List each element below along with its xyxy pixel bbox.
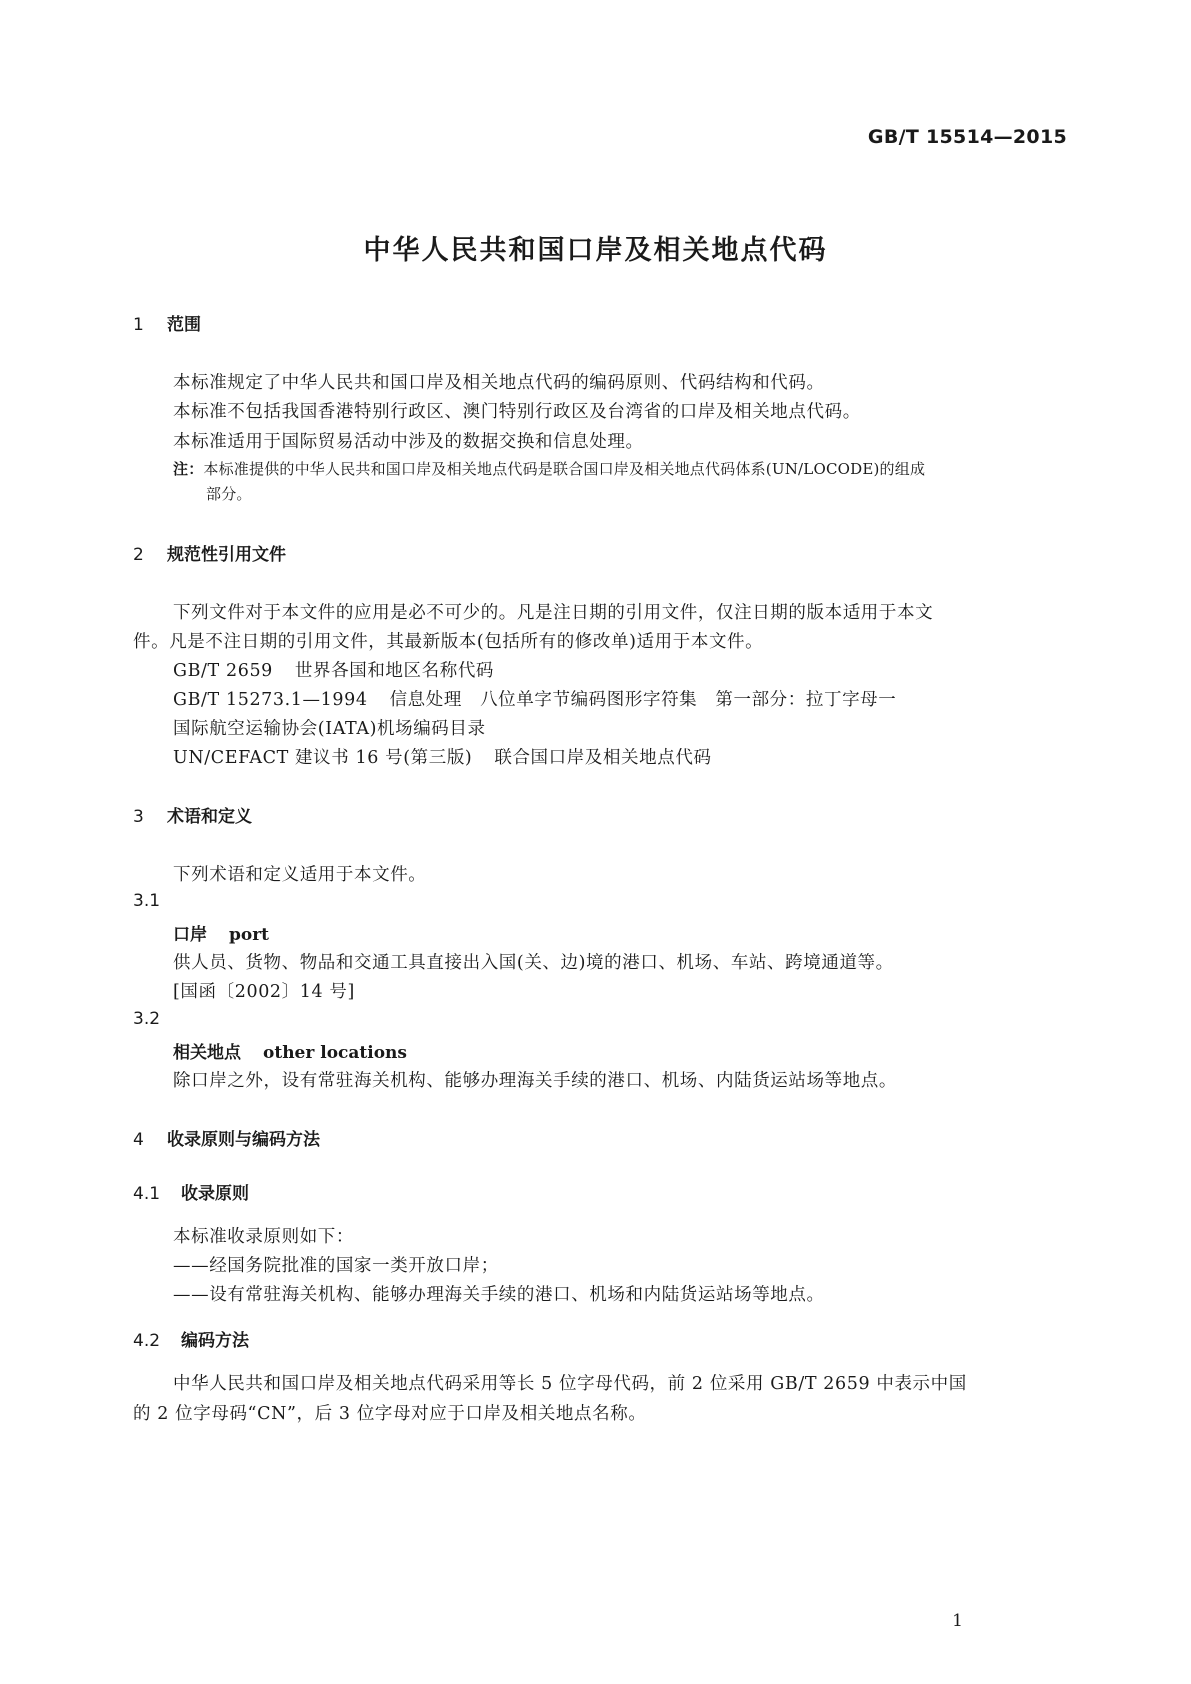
paragraph-continued: 件。凡是不注日期的引用文件，其最新版本(包括所有的修改单)适用于本文件。 bbox=[133, 632, 764, 652]
term-english: other locations bbox=[263, 1043, 407, 1063]
note-text: 本标准提供的中华人民共和国口岸及相关地点代码是联合国口岸及相关地点代码体系(UN/LOCODE)的组成 bbox=[203, 460, 926, 478]
section-number: 1 bbox=[133, 315, 144, 335]
subsection-4-1-heading bbox=[133, 1179, 249, 1204]
term-number: 3.2 bbox=[133, 1009, 161, 1029]
subsection-number: 4.2 bbox=[133, 1331, 161, 1351]
term-number: 3.1 bbox=[133, 891, 161, 911]
paragraph: 本标准规定了中华人民共和国口岸及相关地点代码的编码原则、代码结构和代码。 bbox=[173, 373, 825, 393]
term-definition: 除口岸之外，设有常驻海关机构、能够办理海关手续的港口、机场、内陆货运站场等地点。 bbox=[173, 1071, 897, 1091]
paragraph: 本标准收录原则如下： bbox=[173, 1227, 354, 1247]
reference-code: GB/T 15273.1—1994 bbox=[173, 690, 368, 710]
document-title: 中华人民共和国口岸及相关地点代码 bbox=[363, 235, 828, 266]
section-1-heading bbox=[133, 310, 201, 335]
reference-item bbox=[173, 744, 712, 769]
note-text-continued: 部分。 bbox=[206, 485, 252, 503]
section-title: 收录原则与编码方法 bbox=[167, 1130, 320, 1150]
reference-title: 信息处理 八位单字节编码图形字符集 第一部分：拉丁字母一 bbox=[389, 690, 897, 710]
paragraph: 下列术语和定义适用于本文件。 bbox=[173, 865, 427, 885]
paragraph: 本标准适用于国际贸易活动中涉及的数据交换和信息处理。 bbox=[173, 432, 644, 452]
standard-code: GB/T 15514—2015 bbox=[867, 126, 1067, 148]
section-title: 规范性引用文件 bbox=[167, 545, 286, 565]
reference-title: 联合国口岸及相关地点代码 bbox=[494, 748, 712, 768]
section-number: 2 bbox=[133, 545, 144, 565]
section-4-heading bbox=[133, 1125, 320, 1150]
reference-code: UN/CEFACT 建议书 16 号(第三版) bbox=[173, 748, 473, 768]
term-source: [国函〔2002〕14 号] bbox=[173, 982, 355, 1002]
subsection-4-2-heading bbox=[133, 1326, 249, 1351]
section-2-heading bbox=[133, 540, 286, 565]
term-english: port bbox=[229, 925, 270, 945]
section-number: 4 bbox=[133, 1130, 144, 1150]
term-entry bbox=[173, 920, 269, 945]
page-number: 1 bbox=[952, 1611, 963, 1631]
reference-title: 国际航空运输协会(IATA)机场编码目录 bbox=[173, 719, 486, 739]
section-title: 术语和定义 bbox=[167, 807, 252, 827]
paragraph: 中华人民共和国口岸及相关地点代码采用等长 5 位字母代码，前 2 位采用 GB/T 2659 中表示中国 bbox=[173, 1374, 967, 1394]
reference-item bbox=[173, 657, 494, 682]
reference-item bbox=[173, 715, 486, 740]
subsection-title: 收录原则 bbox=[181, 1184, 249, 1204]
term-chinese: 口岸 bbox=[173, 925, 207, 945]
paragraph: 下列文件对于本文件的应用是必不可少的。凡是注日期的引用文件，仅注日期的版本适用于本文 bbox=[173, 603, 934, 623]
note-label: 注： bbox=[173, 460, 204, 478]
reference-title: 世界各国和地区名称代码 bbox=[294, 661, 495, 681]
subsection-title: 编码方法 bbox=[181, 1331, 249, 1351]
note bbox=[173, 458, 925, 479]
term-definition: 供人员、货物、物品和交通工具直接出入国(关、边)境的港口、机场、车站、跨境通道等。 bbox=[173, 953, 894, 973]
reference-code: GB/T 2659 bbox=[173, 661, 273, 681]
section-number: 3 bbox=[133, 807, 144, 827]
list-item: ——设有常驻海关机构、能够办理海关手续的港口、机场和内陆货运站场等地点。 bbox=[173, 1285, 825, 1305]
reference-item bbox=[173, 686, 896, 711]
subsection-number: 4.1 bbox=[133, 1184, 161, 1204]
section-title: 范围 bbox=[167, 315, 201, 335]
paragraph: 本标准不包括我国香港特别行政区、澳门特别行政区及台湾省的口岸及相关地点代码。 bbox=[173, 402, 861, 422]
term-entry bbox=[173, 1038, 407, 1063]
term-chinese: 相关地点 bbox=[173, 1043, 241, 1063]
section-3-heading bbox=[133, 802, 252, 827]
paragraph-continued: 的 2 位字母码“CN”，后 3 位字母对应于口岸及相关地点名称。 bbox=[133, 1404, 647, 1424]
list-item: ——经国务院批准的国家一类开放口岸； bbox=[173, 1256, 499, 1276]
